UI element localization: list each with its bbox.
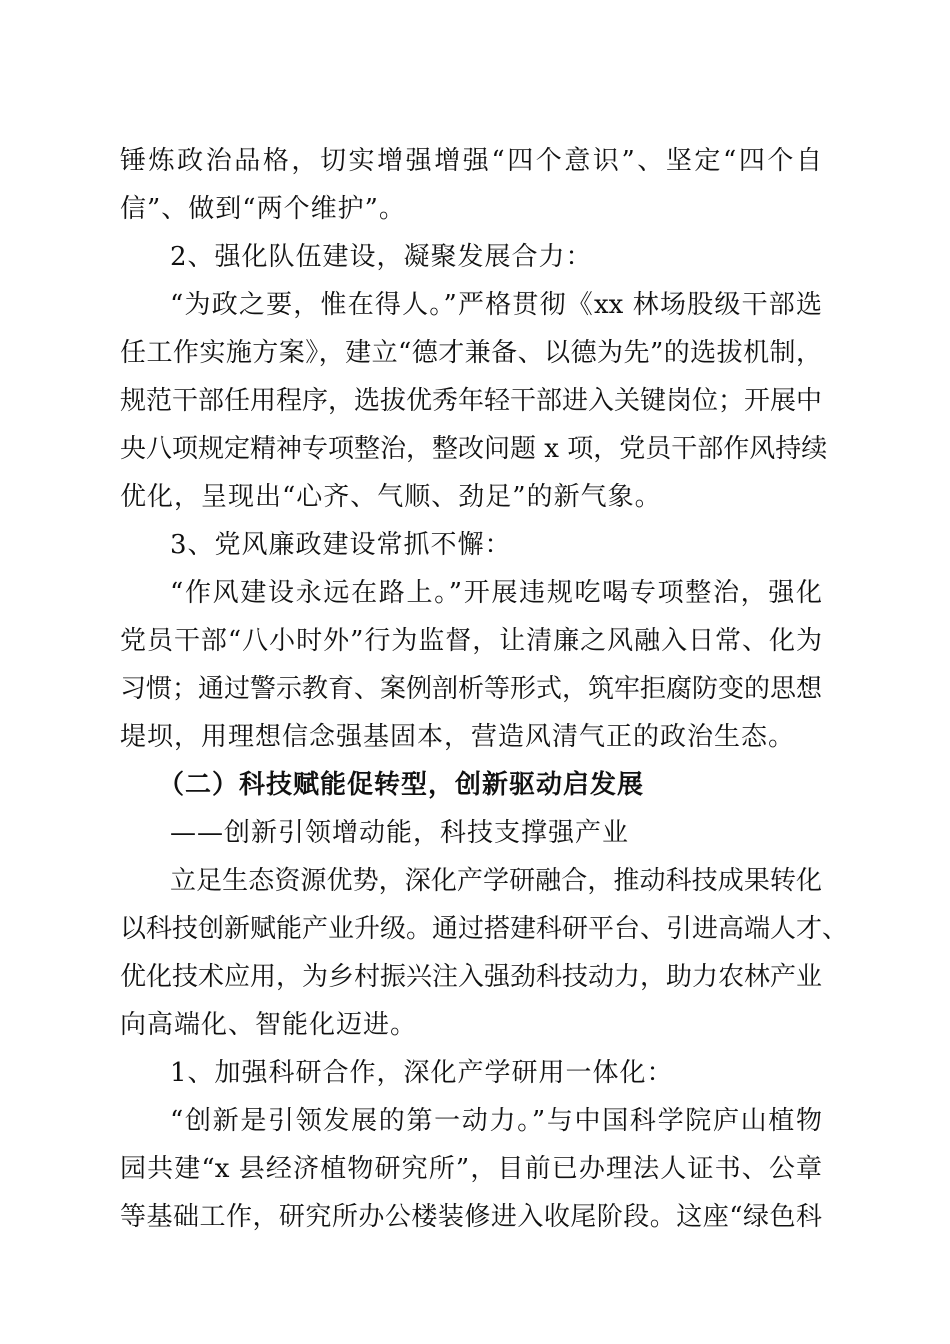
body-text-line: 规范干部任用程序，选拔优秀年轻干部进入关键岗位；开展中 <box>120 386 823 416</box>
body-text-line: 堤坝，用理想信念强基固本，营造风清气正的政治生态。 <box>120 722 796 752</box>
section-subtitle: ——创新引领增动能，科技支撑强产业 <box>170 818 630 848</box>
body-text-line: 任工作实施方案》，建立“德才兼备、以德为先”的选拔机制， <box>120 338 822 368</box>
section-heading: （二）科技赋能促转型，创新驱动启发展 <box>158 770 645 800</box>
body-text-line: 等基础工作，研究所办公楼装修进入收尾阶段。这座“绿色科 <box>120 1202 822 1232</box>
body-text-line: 央八项规定精神专项整治，整改问题 x 项，党员干部作风持续 <box>120 434 828 464</box>
body-text-line: 优化，呈现出“心齐、气顺、劲足”的新气象。 <box>120 482 662 512</box>
subsection-heading: 3、党风廉政建设常抓不懈： <box>170 530 512 560</box>
subsection-heading: 2、强化队伍建设，凝聚发展合力： <box>170 242 593 272</box>
subsection-heading: 1、加强科研合作，深化产学研用一体化： <box>170 1058 674 1088</box>
body-text-line: 立足生态资源优势，深化产学研融合，推动科技成果转化 <box>170 866 822 896</box>
body-text-line: 信”、做到“两个维护”。 <box>120 194 406 224</box>
body-text-line: 向高端化、智能化迈进。 <box>120 1010 418 1040</box>
body-text-line: “为政之要，惟在得人。”严格贯彻《xx 林场股级干部选 <box>170 290 822 320</box>
body-text-line: 锤炼政治品格，切实增强增强“四个意识”、坚定“四个自 <box>120 146 822 176</box>
body-text-line: “创新是引领发展的第一动力。”与中国科学院庐山植物 <box>170 1106 822 1136</box>
body-text-line: “作风建设永远在路上。”开展违规吃喝专项整治，强化 <box>170 578 822 608</box>
body-text-line: 习惯；通过警示教育、案例剖析等形式，筑牢拒腐防变的思想 <box>120 674 823 704</box>
body-text-line: 优化技术应用，为乡村振兴注入强劲科技动力，助力农林产业 <box>120 962 823 992</box>
body-text-line: 以科技创新赋能产业升级。通过搭建科研平台、引进高端人才、 <box>120 914 849 944</box>
body-text-line: 园共建“x 县经济植物研究所”，目前已办理法人证书、公章 <box>120 1154 822 1184</box>
body-text-line: 党员干部“八小时外”行为监督，让清廉之风融入日常、化为 <box>120 626 822 656</box>
